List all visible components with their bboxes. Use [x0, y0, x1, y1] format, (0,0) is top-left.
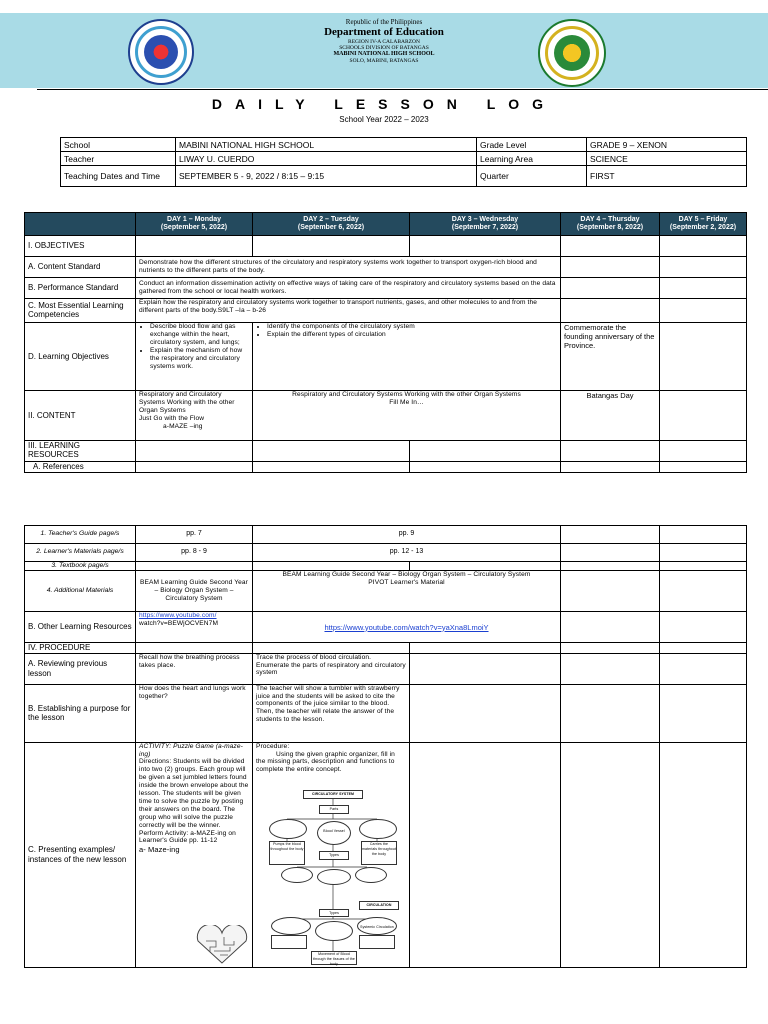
area-value: SCIENCE: [587, 152, 747, 166]
organizer-type-oval-1: [281, 867, 313, 883]
textbook-label: 3. Textbook page/s: [25, 562, 136, 571]
additional-materials-label: 4. Additional Materials: [25, 571, 136, 612]
day2-header: DAY 2 – Tuesday (September 6, 2022): [253, 213, 410, 236]
youtube-link-day2[interactable]: https://www.youtube.com/watch?v=yaXna8LmoiY: [324, 622, 489, 632]
presenting-label: C. Presenting examples/ instances of the new lesson: [25, 742, 136, 967]
organizer-type-oval-3: [355, 867, 387, 883]
teacher-label: Teacher: [61, 152, 176, 166]
dates-value: SEPTEMBER 5 - 9, 2022 / 8:15 – 9:15: [176, 166, 477, 187]
establishing-label: B. Establishing a purpose for the lesson: [25, 684, 136, 742]
school-year: School Year 2022 – 2023: [339, 115, 429, 124]
organizer-parts: Parts: [319, 805, 349, 814]
grade-value: GRADE 9 – XENON: [587, 138, 747, 152]
info-table: [60, 137, 747, 187]
additional-day2-3: BEAM Learning Guide Second Year – Biology Organ System – Circulatory System PIVOT Learner's Material: [253, 571, 561, 612]
content-label: II. CONTENT: [25, 391, 136, 441]
learning-objectives-label: D. Learning Objectives: [25, 323, 136, 391]
tg-day1: pp. 7: [136, 526, 253, 544]
additional-day1: BEAM Learning Guide Second Year – Biology Organ System – Circulatory System: [136, 571, 253, 612]
day-header-row: [25, 213, 747, 236]
organizer-pumps: Pumps the blood throughout the body: [269, 841, 305, 865]
objectives-day4: Commemorate the founding anniversary of the Province.: [561, 323, 660, 391]
learning-resources-label: III. LEARNING RESOURCES: [25, 441, 136, 462]
organizer-box-br: [359, 935, 395, 949]
organizer-circulation: CIRCULATION: [359, 901, 399, 910]
organizer-oval-right: [359, 819, 397, 839]
youtube-link-day1[interactable]: https://www.youtube.com/: [139, 612, 217, 619]
day4-header: DAY 4 – Thursday (September 8, 2022): [561, 213, 660, 236]
other-resources-label: B. Other Learning Resources: [25, 612, 136, 643]
establishing-day2: The teacher will show a tumbler with strawberry juice and the students will be asked to cite the components of the juice similar to the blood. Then, the teacher will relate the answer of the students to the lesson.: [253, 684, 410, 742]
lesson-table-part2: [24, 525, 747, 968]
organizer-blood-vessel: Blood Vessel: [317, 821, 351, 845]
address-text: SOLO, MABINI, BATANGAS: [349, 58, 419, 65]
division-text: SCHOOLS DIVISION OF BATANGAS: [339, 45, 429, 51]
lm-day2-3: pp. 12 - 13: [253, 544, 561, 562]
school-seal-logo: [538, 19, 606, 87]
quarter-label: Quarter: [477, 166, 587, 187]
tg-day2-3: pp. 9: [253, 526, 561, 544]
day5-header: DAY 5 – Friday (September 2, 2022): [660, 213, 747, 236]
school-label: School: [61, 138, 176, 152]
performance-standard-label: B. Performance Standard: [25, 278, 136, 299]
reviewing-day2: Trace the process of blood circulation. Enumerate the parts of respiratory and circulatory system: [253, 653, 410, 684]
reviewing-label: A. Reviewing previous lesson: [25, 653, 136, 684]
department-text: Department of Education: [324, 26, 444, 39]
objectives-label: I. OBJECTIVES: [25, 236, 136, 257]
organizer-oval-left: [269, 819, 307, 839]
content-standard-text: Demonstrate how the different structures of the circulatory and respiratory systems work together to transport oxygen-rich blood and nutrients to the different parts of the body.: [136, 257, 561, 278]
other-resources-day1[interactable]: https://www.youtube.com/ watch?v=BEWjOCVEN7M: [136, 612, 253, 643]
content-day2-3: Respiratory and Circulatory Systems Working with the other Organ Systems Fill Me In…: [253, 391, 561, 441]
page-title: DAILY LESSON LOG: [211, 96, 557, 112]
grade-label: Grade Level: [477, 138, 587, 152]
procedure-label: IV. PROCEDURE: [25, 643, 136, 654]
maze-heart-image: [194, 925, 250, 965]
organizer-bottom: Movement of Blood through the tissues of the body: [311, 951, 357, 965]
day3-header: DAY 3 – Wednesday (September 7, 2022): [410, 213, 561, 236]
organizer-carries: Carries the materials throughout the body: [361, 841, 397, 865]
header-rule: [37, 89, 768, 90]
teachers-guide-label: 1. Teacher's Guide page/s: [25, 526, 136, 544]
references-label: A. References: [25, 462, 136, 473]
organizer-circ-oval-2: [315, 921, 353, 941]
presenting-day2: Procedure: Using the given graphic organizer, fill in the missing parts, description and functions to complete the entire concept. CIRCULATORY SYSTEM Parts Blood Vessel Pumps the blood throughout the body Carries the materials throughout the body Types CIRCULATION Types Systemic Circulation Movement of Blood through the tissues of the body: [253, 742, 410, 967]
other-resources-day2-3[interactable]: [253, 612, 561, 643]
objectives-day2: • Identify the components of the circulatory system • Explain the different types of circulation: [253, 323, 561, 391]
organizer-box-bl: [271, 935, 307, 949]
organizer-types-2: Types: [319, 909, 349, 917]
teacher-value: LIWAY U. CUERDO: [176, 152, 477, 166]
learners-materials-label: 2. Learner's Materials page/s: [25, 544, 136, 562]
objectives-day1: • Describe blood flow and gas exchange within the heart, circulatory system, and lungs; • Explain the mechanism of how the respiratory and circulatory systems work.: [136, 323, 253, 391]
competencies-text: Explain how the respiratory and circulatory systems work together to transport nutrients, gases, and other molecules to and from the different parts of the body.S9LT –Ia – b-26: [136, 299, 561, 323]
school-value: MABINI NATIONAL HIGH SCHOOL: [176, 138, 477, 152]
presenting-day1: ACTIVITY: Puzzle Game (a-maze-ing) Directions: Students will be divided into two (2) groups. Each group will be given a set jumbled letters found inside the brown envelope about the lesson. The students will be given time to solve the puzzle by posting their answers on the board. The group who will solve the puzzle correctly will be the winner. Perform Activity: a-MAZE-ing on Learner's Guide pp. 11-12 a- Maze-ing: [136, 742, 253, 967]
header-text: [180, 18, 588, 65]
dates-label: Teaching Dates and Time: [61, 166, 176, 187]
lesson-table-part1: [24, 212, 747, 473]
reviewing-day1: Recall how the breathing process takes place.: [136, 653, 253, 684]
content-day4: Batangas Day: [561, 391, 660, 441]
organizer-systemic: Systemic Circulation: [357, 917, 397, 935]
graphic-organizer: [267, 789, 399, 965]
lm-day1: pp. 8 - 9: [136, 544, 253, 562]
organizer-types: Types: [319, 851, 349, 860]
organizer-title: CIRCULATORY SYSTEM: [303, 790, 363, 799]
republic-text: Republic of the Philippines: [345, 18, 423, 26]
day1-header: DAY 1 – Monday (September 5, 2022): [136, 213, 253, 236]
organizer-type-oval-2: [317, 869, 351, 885]
content-standard-label: A. Content Standard: [25, 257, 136, 278]
establishing-day1: How does the heart and lungs work together?: [136, 684, 253, 742]
quarter-value: FIRST: [587, 166, 747, 187]
performance-standard-text: Conduct an information dissemination activity on effective ways of taking care of the respiratory and circulatory systems based on the data gathered from the school or local health workers.: [136, 278, 561, 299]
school-name-text: MABINI NATIONAL HIGH SCHOOL: [333, 51, 435, 58]
organizer-circ-oval-1: [271, 917, 311, 935]
area-label: Learning Area: [477, 152, 587, 166]
content-day1: Respiratory and Circulatory Systems Working with the other Organ Systems Just Go with the Flow a-MAZE –ing: [136, 391, 253, 441]
region-text: REGION IV-A CALABARZON: [348, 38, 420, 45]
competencies-label: C. Most Essential Learning Competencies: [25, 299, 136, 323]
